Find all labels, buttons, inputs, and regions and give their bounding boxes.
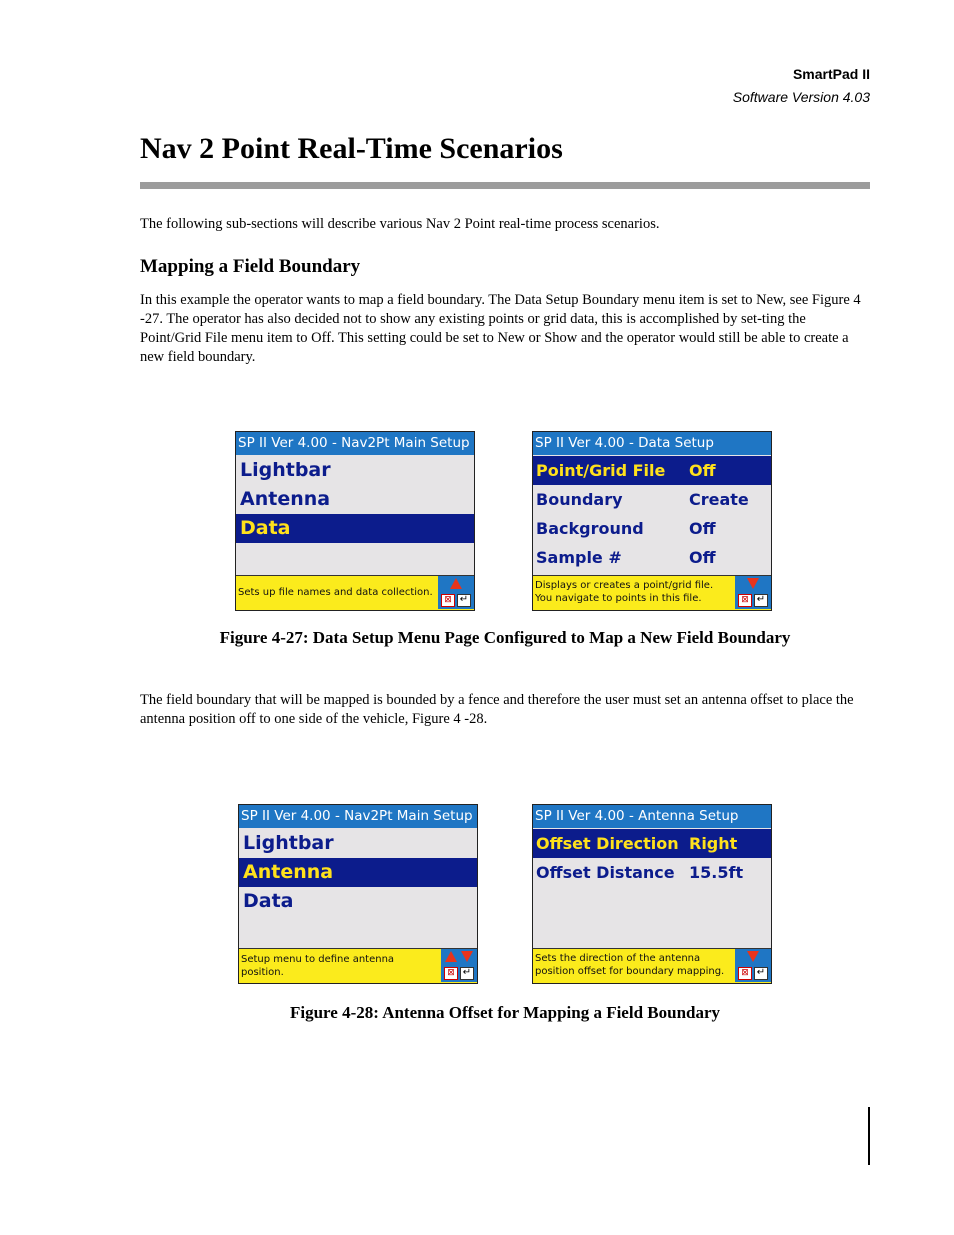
down-arrow-icon[interactable] (746, 951, 760, 964)
help-text: Sets up file names and data collection. (238, 587, 433, 598)
enter-icon[interactable]: ↵ (460, 967, 474, 980)
menu-item-lightbar[interactable]: Lightbar (240, 459, 331, 481)
screen-title: SP II Ver 4.00 - Nav2Pt Main Setup (236, 432, 474, 455)
help-bar (533, 575, 771, 610)
down-arrow-icon[interactable] (746, 578, 760, 591)
setting-value: Off (689, 519, 716, 538)
intro-paragraph: The following sub-sections will describe various Nav 2 Point real-time process scenarios. (140, 216, 660, 232)
help-line-1: Displays or creates a point/grid file. (535, 580, 714, 591)
nav-controls (735, 949, 771, 982)
menu-item-data[interactable]: Data (236, 514, 474, 543)
menu-item-lightbar[interactable]: Lightbar (243, 832, 334, 854)
figure-28-caption: Figure 4-28: Antenna Offset for Mapping a Field Boundary (289, 1003, 721, 1022)
enter-icon[interactable]: ↵ (457, 594, 471, 607)
help-bar (236, 575, 474, 610)
cancel-icon[interactable]: ⊠ (738, 967, 752, 980)
setting-row-offset-distance[interactable] (533, 858, 771, 887)
help-text (535, 949, 731, 982)
help-text: Setup menu to define antenna position. (241, 953, 395, 978)
help-line-2: position offset for boundary mapping. (535, 966, 725, 977)
nav-controls (438, 576, 474, 609)
screen-title: SP II Ver 4.00 - Nav2Pt Main Setup (239, 805, 477, 828)
main-setup-screen-fig27 (235, 431, 475, 611)
help-bar (239, 948, 477, 983)
screen-title: SP II Ver 4.00 - Data Setup (533, 432, 771, 455)
nav-controls (735, 576, 771, 609)
help-line-2: You navigate to points in this file. (535, 593, 702, 604)
setting-value: Off (689, 461, 716, 480)
header-version: Software Version 4.03 (732, 89, 870, 105)
cancel-icon[interactable]: ⊠ (444, 967, 458, 980)
help-line-1: Sets the direction of the antenna (535, 953, 701, 964)
setting-value: Right (689, 834, 738, 853)
page-title: Nav 2 Point Real-Time Scenarios (140, 132, 563, 165)
setting-value: Create (689, 490, 749, 509)
figure-27-caption: Figure 4-27: Data Setup Menu Page Configured to Map a New Field Boundary (219, 628, 791, 647)
menu-item-antenna[interactable]: Antenna (240, 488, 331, 510)
setting-row-sample[interactable] (533, 543, 771, 572)
setting-label: Background (536, 519, 644, 538)
page-margin-bar (868, 1107, 870, 1165)
cancel-icon[interactable]: ⊠ (441, 594, 455, 607)
up-arrow-icon[interactable] (444, 951, 458, 964)
setting-label: Offset Distance (536, 863, 675, 882)
help-text (535, 576, 731, 609)
down-arrow-icon[interactable] (460, 951, 474, 964)
setting-value: 15.5ft (689, 863, 744, 882)
nav-controls (441, 949, 477, 982)
section-heading: Mapping a Field Boundary (140, 256, 361, 277)
section-paragraph-1: In this example the operator wants to map a field boundary. The Data Setup Boundary menu item is set to New, see Figure 4 -27. The operator has also decided not to show any existing points or grid data, this is accomplished by set-ting the Point/Grid File menu item to Off. This setting could be set to New or Show and the operator would still be able to create a new field boundary. (140, 292, 861, 365)
main-setup-screen-fig28 (238, 804, 478, 984)
enter-icon[interactable]: ↵ (754, 967, 768, 980)
setting-value: Off (689, 548, 716, 567)
setting-row-point-grid-file[interactable] (533, 456, 771, 485)
menu-item-antenna[interactable]: Antenna (239, 858, 477, 887)
menu-item-data[interactable]: Data (243, 890, 294, 912)
antenna-setup-screen (532, 804, 772, 984)
setting-row-offset-direction[interactable] (533, 829, 771, 858)
title-rule (140, 182, 870, 189)
data-setup-screen (532, 431, 772, 611)
setting-label: Sample # (536, 548, 622, 567)
up-arrow-icon[interactable] (449, 578, 463, 591)
screen-title: SP II Ver 4.00 - Antenna Setup (533, 805, 771, 828)
enter-icon[interactable]: ↵ (754, 594, 768, 607)
setting-label: Offset Direction (536, 834, 679, 853)
help-bar (533, 948, 771, 983)
cancel-icon[interactable]: ⊠ (738, 594, 752, 607)
setting-label: Boundary (536, 490, 623, 509)
section-paragraph-2: The field boundary that will be mapped is bounded by a fence and therefore the user must set an antenna offset to place the antenna position off to one side of the vehicle, Figure 4 -28. (140, 692, 854, 727)
setting-label: Point/Grid File (536, 461, 666, 480)
setting-row-boundary[interactable] (533, 485, 771, 514)
header-product: SmartPad II (792, 66, 870, 82)
setting-row-background[interactable] (533, 514, 771, 543)
